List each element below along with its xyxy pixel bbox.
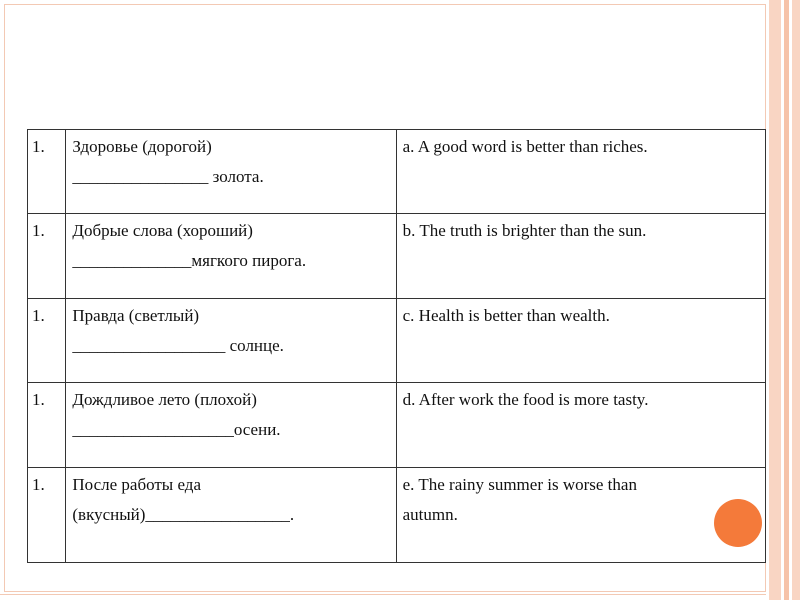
english-proverb-line1: e. The rainy summer is worse than [402, 475, 637, 494]
russian-proverb-cell [66, 214, 396, 299]
russian-proverb-line1: Здоровье (дорогой) [72, 137, 212, 156]
row-number: 1. [28, 299, 66, 383]
russian-proverb-line1: Добрые слова (хороший) [72, 221, 253, 240]
english-proverb-line1: a. A good word is better than riches. [402, 137, 648, 156]
table-row [28, 299, 766, 383]
english-proverb-line2: autumn. [402, 505, 458, 524]
table-row [28, 468, 766, 563]
russian-proverb-line2: ______________мягкого пирога. [72, 251, 307, 270]
russian-proverb-cell [66, 299, 396, 383]
row-number: 1. [28, 468, 66, 563]
english-proverb-cell [396, 299, 765, 383]
row-number: 1. [28, 130, 66, 214]
russian-proverb-line2: ___________________осени. [72, 420, 281, 439]
english-proverb-cell [396, 468, 765, 563]
table-row [28, 383, 766, 468]
row-number: 1. [28, 383, 66, 468]
russian-proverb-line2: ________________ золота. [72, 167, 264, 186]
english-proverb-line1: b. The truth is brighter than the sun. [402, 221, 647, 240]
proverbs-table [27, 129, 766, 563]
row-number: 1. [28, 214, 66, 299]
russian-proverb-line1: После работы еда [72, 475, 201, 494]
russian-proverb-cell [66, 468, 396, 563]
english-proverb-cell [396, 130, 765, 214]
table-row [28, 130, 766, 214]
english-proverb-cell [396, 383, 765, 468]
russian-proverb-line2: __________________ солнце. [72, 336, 284, 355]
english-proverb-line1: c. Health is better than wealth. [402, 306, 610, 325]
decorative-stripes [766, 0, 800, 600]
slide-divider [0, 594, 770, 595]
russian-proverb-cell [66, 383, 396, 468]
russian-proverb-line2: (вкусный)_________________. [72, 505, 295, 524]
russian-proverb-line1: Дождливое лето (плохой) [72, 390, 257, 409]
english-proverb-line1: d. After work the food is more tasty. [402, 390, 649, 409]
english-proverb-cell [396, 214, 765, 299]
russian-proverb-line1: Правда (светлый) [72, 306, 200, 325]
russian-proverb-cell [66, 130, 396, 214]
table-row [28, 214, 766, 299]
